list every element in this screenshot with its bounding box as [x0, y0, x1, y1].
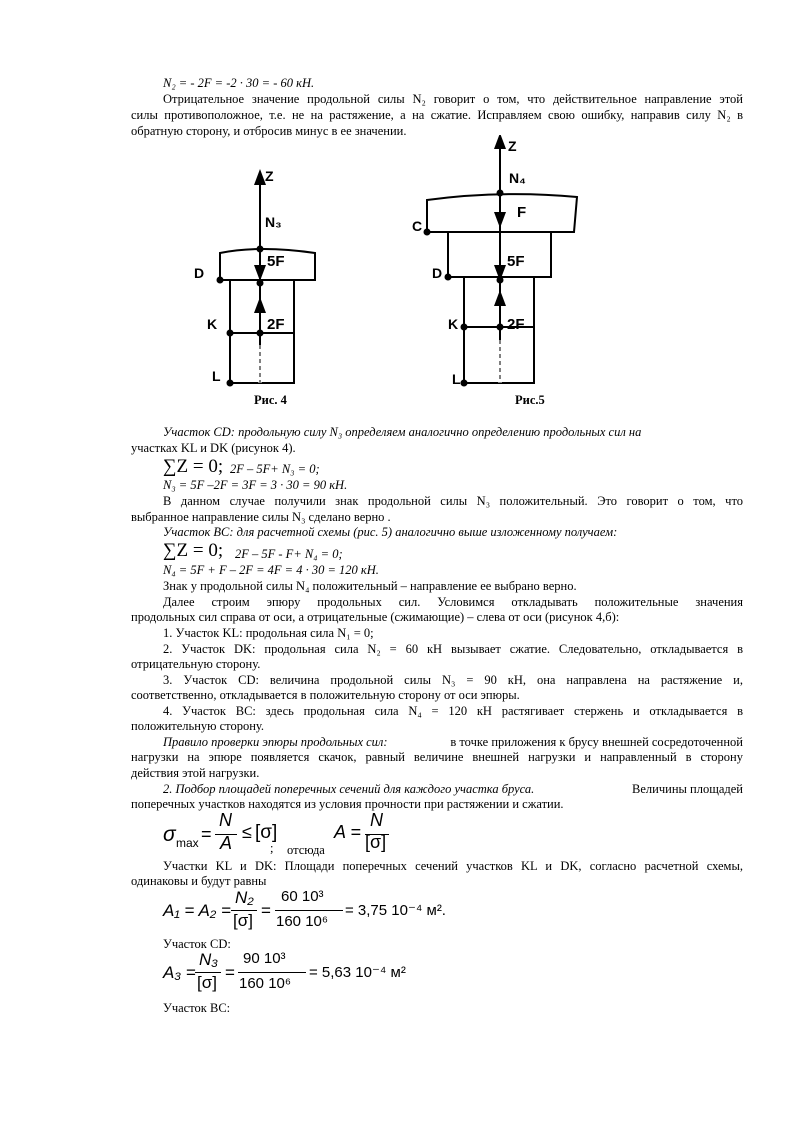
sum-z-formula: ∑Z = 0;	[163, 540, 224, 561]
text-line: действия этой нагрузки.	[131, 766, 260, 780]
text-line: 2F – 5F+ N₃ = 0;	[230, 462, 320, 476]
text-line: одинаковы и будут равны	[131, 874, 267, 888]
fig5-label-z: Z	[508, 138, 517, 154]
text-line: 3. Участок CD: величина продольной силы N₃ = 90 кН, она направлена на растяжение и,	[163, 673, 743, 687]
text-line: 2. Подбор площадей поперечных сечений для каждого участка бруса. Величины площадей	[163, 782, 743, 796]
text-line: поперечных участков находятся из условия прочности при растяжении и сжатии.	[131, 797, 564, 811]
fig5-label-d: D	[432, 265, 443, 281]
text-line: нагрузки на эпюре появляется скачок, равный величине внешней нагрузки и направленный в сторону	[131, 750, 743, 764]
text-line: N₄ = 5F + F – 2F = 4F = 4 · 30 = 120 кН.	[163, 563, 379, 577]
figure-5	[412, 135, 592, 390]
fig5-label-f: F	[517, 204, 527, 221]
text-line: отрицательную сторону.	[131, 657, 261, 671]
text-line: Участок CD: продольную силу N₃ определяем аналогично определению продольных сил на	[163, 425, 642, 439]
text-line: положительную сторону.	[131, 719, 265, 733]
fig5-label-c: C	[412, 218, 423, 234]
text-line: обратную сторону, и отбросив минус в ее значении.	[131, 124, 407, 138]
fig4-label-z: Z	[265, 168, 274, 184]
text-line: соответственно, откладывается в положительную сторону от оси эпюры.	[131, 688, 520, 702]
strength-condition-formula: σ max = N A ≤ [σ] ; отсюда A = N [σ]	[163, 812, 493, 857]
text-line: 2F – 5F - F+ N₄ = 0;	[235, 547, 343, 561]
text-line: продольных сил справа от оси, а отрицательные (сжимающие) – слева от оси (рисунок 4,б):	[131, 610, 620, 624]
text-line: Далее строим эпюру продольных сил. Условимся откладывать положительные значения	[163, 595, 743, 609]
text-line: участках KL и DK (рисунок 4).	[131, 441, 296, 455]
fig4-label-n3: N₃	[265, 214, 282, 230]
text-line: 2. Участок DK: продольная сила N₂ = 60 кН вызывает сжатие. Следовательно, откладывается в	[163, 642, 743, 656]
fig4-label-5f: 5F	[267, 253, 285, 270]
figure-4	[190, 165, 330, 390]
text-line: силы противоположное, т.е. не на растяжение, а на сжатие. Исправляем свою ошибку, направив силу N₂ в	[131, 108, 743, 122]
sum-z-formula: ∑Z = 0;	[163, 456, 224, 477]
text-line: Правило проверки эпюры продольных сил: в точке приложения к брусу внешней сосредоточенной	[163, 735, 743, 749]
figure-4-caption: Рис. 4	[254, 393, 287, 407]
fig4-label-k: K	[207, 316, 218, 332]
area-a3-formula: A₃ = N₃ [σ] = 90 10³ 160 10⁶ = 5,63 10⁻⁴ м²	[163, 950, 406, 992]
fig4-label-2f: 2F	[267, 316, 285, 333]
text-line: Участок BC:	[163, 1001, 231, 1015]
area-a1-a2-formula: A₁ = A₂ = N₂ [σ] = 60 10³ 160 10⁶ = 3,75 10⁻⁴ м².	[163, 888, 446, 930]
text-line: N₂ = - 2F = -2 · 30 = - 60 кН.	[163, 76, 315, 90]
text-line: Участки KL и DK: Площади поперечных сечений участков KL и DK, согласно расчетной схемы,	[163, 859, 743, 873]
text-line: Знак у продольной силы N₄ положительный – направление ее выбрано верно.	[163, 579, 577, 593]
text-line: 1. Участок KL: продольная сила N₁ = 0;	[163, 626, 374, 640]
text-line: Участок BC: для расчетной схемы (рис. 5) аналогично выше изложенному получаем:	[163, 525, 618, 539]
fig5-label-k: K	[448, 316, 459, 332]
fig4-label-l: L	[212, 368, 221, 384]
fig5-label-l: L	[452, 371, 461, 387]
text-line: В данном случае получили знак продольной силы N₃ положительный. Это говорит о том, что	[163, 494, 743, 508]
fig5-label-5f: 5F	[507, 253, 525, 270]
fig5-label-2f: 2F	[507, 316, 525, 333]
text-line: N₃ = 5F –2F = 3F = 3 · 30 = 90 кН.	[163, 478, 348, 492]
text-line: 4. Участок BC: здесь продольная сила N₄ = 120 кН растягивает стержень и откладывается в	[163, 704, 743, 718]
text-line: Отрицательное значение продольной силы N₂ говорит о том, что действительное направление этой	[163, 92, 743, 106]
fig5-label-n4: N₄	[509, 170, 526, 186]
fig4-label-d: D	[194, 265, 205, 281]
text-line: Участок CD:	[163, 937, 231, 951]
text-line: выбранное направление силы N₃ сделано верно .	[131, 510, 391, 524]
bar-section-bc	[427, 194, 577, 232]
figure-5-caption: Рис.5	[515, 393, 545, 407]
